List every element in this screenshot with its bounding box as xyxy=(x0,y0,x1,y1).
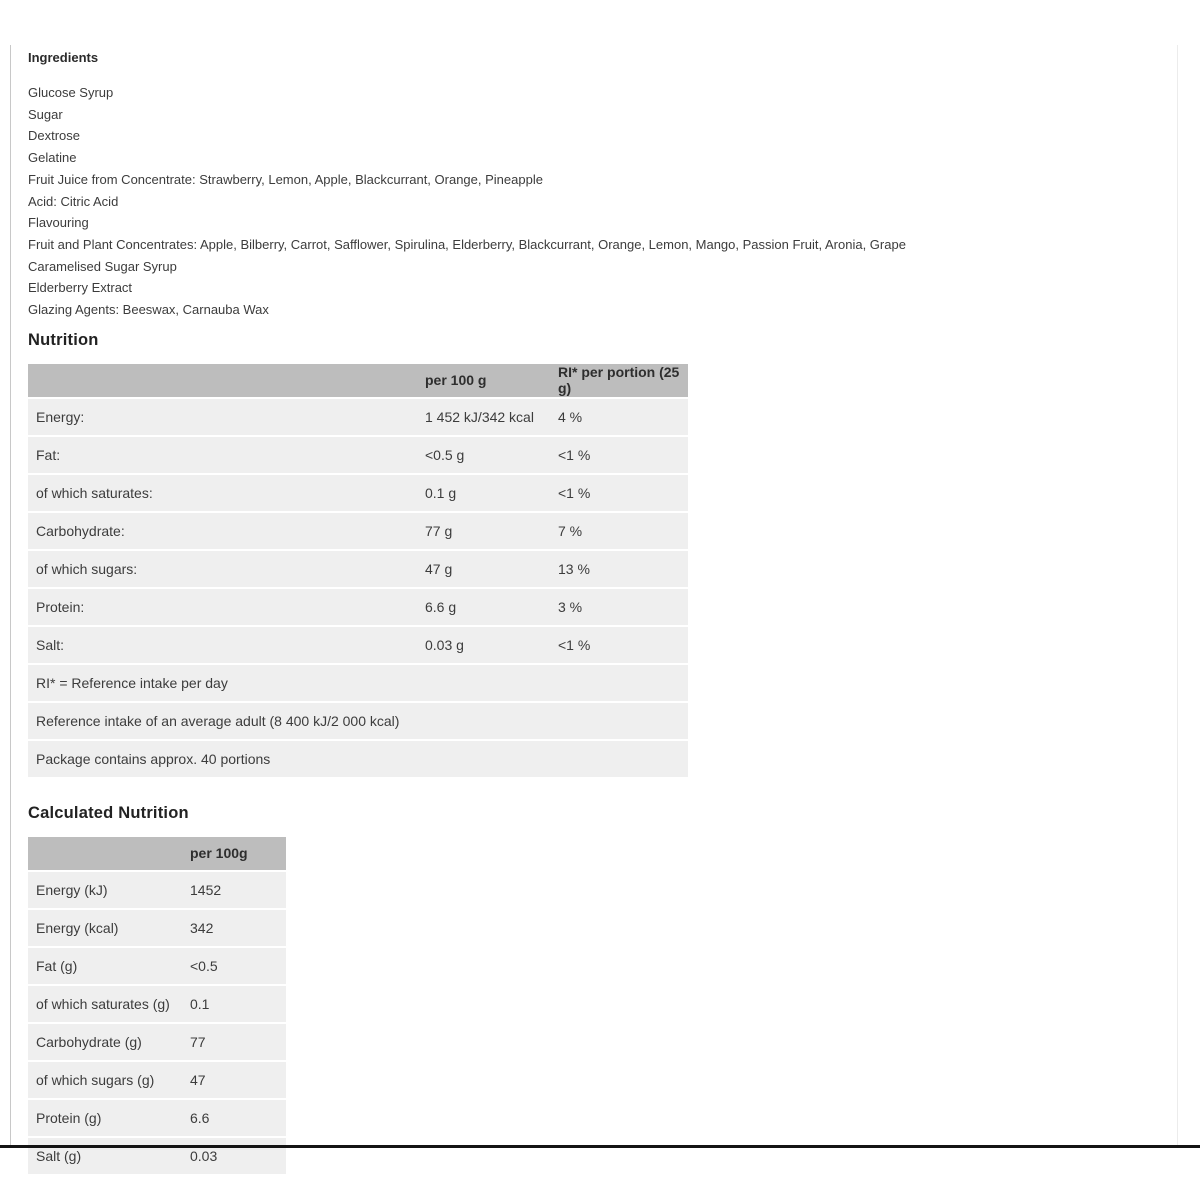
ingredient-item: Fruit Juice from Concentrate: Strawberry, Lemon, Apple, Blackcurrant, Orange, Pineapple xyxy=(28,171,543,187)
table-footnote: Package contains approx. 40 portions xyxy=(28,741,688,777)
ingredient-item: Caramelised Sugar Syrup xyxy=(28,258,177,274)
row-label: Protein (g) xyxy=(36,1109,102,1126)
table-row xyxy=(28,1062,286,1098)
row-value-ri: <1 % xyxy=(558,446,591,463)
nutrition-table-header xyxy=(28,364,688,397)
column-header-ri-per-portion: RI* per portion (25 g) xyxy=(558,364,680,397)
ingredient-item: Flavouring xyxy=(28,215,89,231)
row-label: Salt: xyxy=(36,636,65,653)
row-value-per-100g: 47 g xyxy=(425,560,453,577)
ingredient-item: Elderberry Extract xyxy=(28,280,133,296)
row-value-per-100g: 6.6 g xyxy=(425,598,457,615)
row-value-ri: 13 % xyxy=(558,560,590,577)
table-row xyxy=(28,475,688,511)
table-row xyxy=(28,589,688,625)
column-header-per-100g: per 100g xyxy=(190,845,248,862)
row-value-ri: <1 % xyxy=(558,484,591,501)
ingredient-item: Gelatine xyxy=(28,150,77,166)
table-row xyxy=(28,513,688,549)
calculated-nutrition-table xyxy=(28,837,286,1174)
row-value-per-100g: 1 452 kJ/342 kcal xyxy=(425,408,534,425)
nutrition-heading: Nutrition xyxy=(28,330,99,349)
row-value: 0.1 xyxy=(190,995,210,1012)
row-value-per-100g: 77 g xyxy=(425,522,453,539)
ingredient-item: Glazing Agents: Beeswax, Carnauba Wax xyxy=(28,302,269,318)
row-value: 0.03 xyxy=(190,1147,218,1164)
table-row xyxy=(28,627,688,663)
row-label: Energy: xyxy=(36,408,85,425)
row-label: Energy (kcal) xyxy=(36,919,119,936)
row-label: Energy (kJ) xyxy=(36,881,108,898)
row-value: 1452 xyxy=(190,881,222,898)
table-row xyxy=(28,872,286,908)
row-value-per-100g: 0.03 g xyxy=(425,636,464,653)
ingredients-heading: Ingredients xyxy=(28,50,99,65)
row-label: of which sugars: xyxy=(36,560,138,577)
ingredient-item: Fruit and Plant Concentrates: Apple, Bilberry, Carrot, Safflower, Spirulina, Elderberry, Blackcurrant, Orange, Lemon, Mango, Passion Fruit, Aronia, Grape xyxy=(28,236,906,252)
column-header-per-100g: per 100 g xyxy=(425,372,487,389)
ingredient-item: Glucose Syrup xyxy=(28,85,114,100)
row-label: of which saturates (g) xyxy=(36,995,170,1012)
product-info-content xyxy=(11,45,1177,1174)
row-value-ri: 3 % xyxy=(558,598,583,615)
row-label: Protein: xyxy=(36,598,85,615)
row-label: Fat: xyxy=(36,446,61,463)
row-value: <0.5 xyxy=(190,957,218,974)
row-value-ri: 4 % xyxy=(558,408,583,425)
ingredients-list xyxy=(28,82,1177,321)
calculated-nutrition-heading: Calculated Nutrition xyxy=(28,803,189,822)
ingredient-item: Acid: Citric Acid xyxy=(28,193,119,209)
row-value: 77 xyxy=(190,1033,206,1050)
row-label: Carbohydrate: xyxy=(36,522,125,539)
table-footnote: RI* = Reference intake per day xyxy=(28,665,688,701)
ingredient-item: Sugar xyxy=(28,106,63,122)
row-value-ri: <1 % xyxy=(558,636,591,653)
row-label: of which saturates: xyxy=(36,484,153,501)
row-value-per-100g: 0.1 g xyxy=(425,484,457,501)
table-row xyxy=(28,1138,286,1174)
row-label: Carbohydrate (g) xyxy=(36,1033,142,1050)
bottom-divider xyxy=(0,1145,1200,1148)
table-row xyxy=(28,1100,286,1136)
row-label: Salt (g) xyxy=(36,1147,82,1164)
table-row xyxy=(28,910,286,946)
table-row xyxy=(28,551,688,587)
row-label: Fat (g) xyxy=(36,957,78,974)
table-row xyxy=(28,986,286,1022)
table-row xyxy=(28,437,688,473)
row-label: of which sugars (g) xyxy=(36,1071,155,1088)
table-footnote: Reference intake of an average adult (8 400 kJ/2 000 kcal) xyxy=(28,703,688,739)
row-value: 47 xyxy=(190,1071,206,1088)
row-value: 342 xyxy=(190,919,214,936)
calculated-table-header xyxy=(28,837,286,870)
row-value-ri: 7 % xyxy=(558,522,583,539)
table-row xyxy=(28,948,286,984)
product-info-panel xyxy=(10,45,1178,1164)
table-row xyxy=(28,1024,286,1060)
row-value: 6.6 xyxy=(190,1109,210,1126)
nutrition-table xyxy=(28,364,688,777)
table-row xyxy=(28,399,688,435)
ingredient-item: Dextrose xyxy=(28,128,81,144)
row-value-per-100g: <0.5 g xyxy=(425,446,465,463)
